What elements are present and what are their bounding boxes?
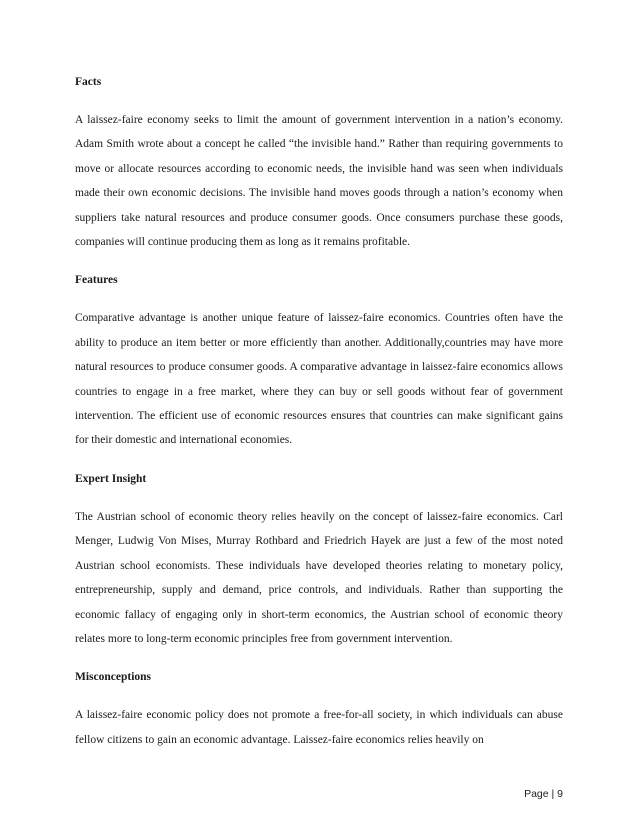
section-body-facts: A laissez-faire economy seeks to limit the amount of government intervention in a nation’s economy. Adam Smith wrote about a concept he called “the invisible hand.” Rather than requiring governments to move or allocate resources according to economic needs, the invisible hand was seen when individuals made their own economic decisions. The invisible hand moves goods through a nation’s economy when suppliers take natural resources and produce consumer goods. Once consumers purchase these goods, companies will continue producing them as long as it remains profitable. (75, 114, 563, 249)
section-body-expert-insight: The Austrian school of economic theory relies heavily on the concept of laissez-faire economics. Carl Menger, Ludwig Von Mises, Murray Rothbard and Friedrich Hayek are just a few of the most noted Austrian school economists. These individuals have developed theories relating to monetary policy, entrepreneurship, supply and demand, price controls, and individuals. Rather than supporting the economic fallacy of engaging only in short-term economics, the Austrian school of economic theory relates more to long-term economic principles free from government intervention. (75, 510, 563, 645)
page-number: Page | 9 (524, 788, 563, 800)
section-body-features: Comparative advantage is another unique feature of laissez-faire economics. Countries often have the ability to produce an item better or more efficiently than another. Additionally,countries may have more natural resources to produce consumer goods. A comparative advantage in laissez-faire economics allows countries to engage in a free market, where they can buy or sell goods without fear of government intervention. The efficient use of economic resources ensures that countries can make significant gains for their domestic and international economies. (75, 312, 563, 447)
document-body (75, 70, 563, 752)
section-heading-facts: Facts (75, 76, 102, 88)
section-heading-expert-insight: Expert Insight (75, 472, 147, 485)
section-heading-misconceptions: Misconceptions (75, 671, 152, 684)
section-body-misconceptions: A laissez-faire economic policy does not promote a free-for-all society, in which individuals can abuse fellow citizens to gain an economic advantage. Laissez-faire economics relies heavily on (75, 709, 563, 746)
section-heading-features: Features (75, 274, 118, 287)
